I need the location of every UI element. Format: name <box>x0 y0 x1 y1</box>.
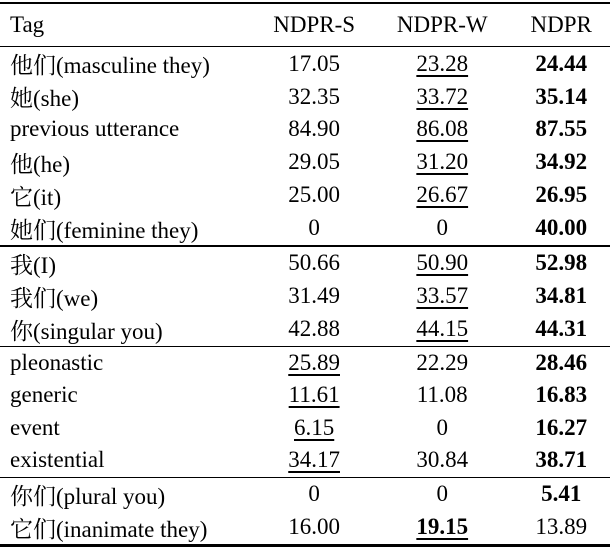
tag-cell: 他(he) <box>10 151 71 177</box>
group-plural-pronouns <box>0 477 610 545</box>
table-row <box>0 379 610 412</box>
value-cell: 38.71 <box>535 447 588 473</box>
tag-cell: 我(I) <box>10 252 56 278</box>
value-cell: 34.17 <box>288 447 340 473</box>
column-header-ndpr-w: NDPR-W <box>396 12 488 37</box>
table-row <box>0 477 610 511</box>
value-cell: 0 <box>436 481 448 506</box>
group-first-second-person <box>0 246 610 347</box>
value-cell: 44.15 <box>416 316 469 341</box>
tag-cell: 你(singular you) <box>10 318 163 344</box>
value-cell: 0 <box>436 414 448 440</box>
tag-cell: event <box>10 414 60 440</box>
value-cell: 50.66 <box>288 250 340 275</box>
value-cell: 16.27 <box>535 414 588 440</box>
value-cell: 86.08 <box>416 116 469 142</box>
value-cell: 0 <box>436 215 448 240</box>
table-row <box>0 246 610 280</box>
tag-cell: 它们(inanimate they) <box>10 516 208 542</box>
value-cell: 40.00 <box>535 215 588 240</box>
value-cell: 25.00 <box>288 182 340 207</box>
value-cell: 6.15 <box>294 414 335 440</box>
table-header <box>0 3 610 47</box>
value-cell: 35.14 <box>535 83 588 109</box>
value-cell: 31.49 <box>288 283 340 308</box>
value-cell: 11.08 <box>416 382 468 408</box>
value-cell: 87.55 <box>535 116 588 142</box>
value-cell: 0 <box>308 215 320 240</box>
group-abstract-anaphora <box>0 346 610 477</box>
table-row <box>0 346 610 379</box>
tag-cell: previous utterance <box>10 116 180 142</box>
value-cell: 25.89 <box>288 349 340 375</box>
table-row <box>0 179 610 212</box>
tag-cell: 他们(masculine they) <box>10 53 210 78</box>
value-cell: 16.83 <box>535 382 588 408</box>
header-row <box>0 3 610 47</box>
value-cell: 32.35 <box>288 83 340 109</box>
value-cell: 17.05 <box>288 50 340 76</box>
table-row <box>0 412 610 445</box>
column-header-ndpr-s: NDPR-S <box>273 12 356 37</box>
value-cell: 11.61 <box>288 382 340 408</box>
table-row <box>0 80 610 113</box>
table-row <box>0 212 610 246</box>
value-cell: 13.89 <box>535 514 588 539</box>
value-cell: 44.31 <box>535 316 588 341</box>
value-cell: 26.67 <box>416 182 469 207</box>
tag-cell: generic <box>10 382 78 408</box>
tag-cell: 你们(plural you) <box>10 483 166 509</box>
value-cell: 16.00 <box>288 514 340 539</box>
value-cell: 34.92 <box>535 149 588 174</box>
table-row <box>0 113 610 146</box>
tag-cell: pleonastic <box>10 349 104 375</box>
value-cell: 33.72 <box>416 83 469 109</box>
column-header-ndpr: NDPR <box>530 12 592 37</box>
value-cell: 24.44 <box>535 50 588 76</box>
value-cell: 26.95 <box>535 182 588 207</box>
tag-cell: 她(she) <box>10 86 79 111</box>
tag-cell: 它(it) <box>10 184 62 210</box>
table-row <box>0 511 610 546</box>
value-cell: 34.81 <box>535 283 588 308</box>
value-cell: 50.90 <box>416 250 469 275</box>
value-cell: 19.15 <box>416 514 469 539</box>
table-row <box>0 313 610 347</box>
value-cell: 28.46 <box>535 349 588 375</box>
value-cell: 29.05 <box>288 149 340 174</box>
value-cell: 23.28 <box>416 50 469 76</box>
value-cell: 5.41 <box>541 481 582 506</box>
results-table <box>0 2 610 547</box>
tag-cell: 我们(we) <box>10 285 99 311</box>
value-cell: 33.57 <box>416 283 469 308</box>
value-cell: 42.88 <box>288 316 340 341</box>
value-cell: 30.84 <box>416 447 469 473</box>
value-cell: 0 <box>308 481 320 506</box>
value-cell: 22.29 <box>416 349 469 375</box>
table-row <box>0 47 610 81</box>
column-header-tag: Tag <box>10 12 45 37</box>
group-personal-pronouns <box>0 47 610 246</box>
tag-cell: 她们(feminine they) <box>10 217 199 243</box>
value-cell: 52.98 <box>535 250 588 275</box>
table-row <box>0 146 610 179</box>
value-cell: 31.20 <box>416 149 469 174</box>
table-row <box>0 280 610 313</box>
value-cell: 84.90 <box>288 116 340 142</box>
tag-cell: existential <box>10 447 105 473</box>
table-row <box>0 444 610 477</box>
